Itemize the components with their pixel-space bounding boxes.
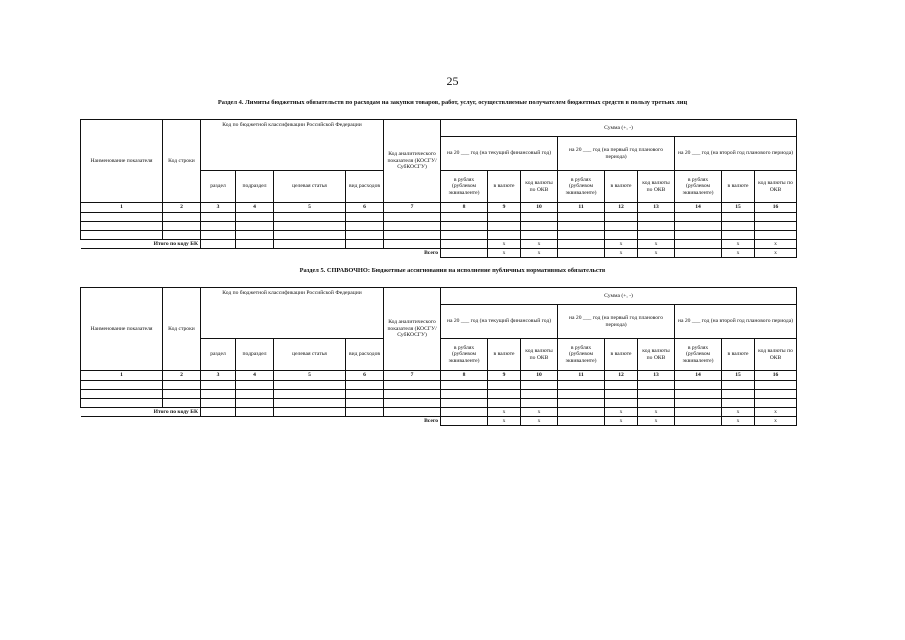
table-cell[interactable] [441, 222, 488, 231]
header-rub: в рублях (рублевом эквиваленте) [441, 339, 488, 371]
table-cell[interactable] [346, 213, 384, 222]
table-cell[interactable] [346, 390, 384, 399]
column-number: 8 [441, 203, 488, 213]
header-currency: в валюте [722, 339, 755, 371]
table-cell[interactable] [441, 240, 488, 249]
header-year-second-plan: на 20 ___ год (на второй год планового периода) [675, 305, 797, 339]
column-number: 9 [488, 203, 521, 213]
table-cell[interactable] [558, 249, 605, 258]
table-cell[interactable] [384, 231, 441, 240]
table-cell[interactable] [201, 381, 236, 390]
table-cell[interactable] [81, 381, 163, 390]
header-name: Наименование показателя [81, 288, 163, 371]
table-cell[interactable] [488, 381, 521, 390]
table-cell[interactable] [236, 390, 274, 399]
table-cell[interactable] [441, 390, 488, 399]
header-okv: код валюты по ОКВ [638, 171, 675, 203]
section-4-title: Раздел 4. Лимиты бюджетных обязательств по расходам на закупки товаров, работ, услуг, осуществляемые получателем бюджетных средств в пользу третьих лиц [217, 99, 688, 106]
header-okv: код валюты по ОКВ [755, 339, 797, 371]
header-expense-type: вид расходов [346, 171, 384, 203]
x-mark: x [605, 408, 638, 417]
header-okv: код валюты по ОКВ [521, 171, 558, 203]
table-cell[interactable] [81, 231, 163, 240]
table-cell[interactable] [675, 213, 722, 222]
table-cell[interactable] [384, 390, 441, 399]
header-sum: Сумма (+, -) [441, 120, 797, 137]
x-mark: x [755, 240, 797, 249]
column-number: 5 [274, 203, 346, 213]
table-row [81, 222, 797, 231]
header-okv: код валюты по ОКВ [755, 171, 797, 203]
header-year-current: на 20 ___ год (на текущий финансовый год) [441, 137, 558, 171]
table-cell[interactable] [675, 399, 722, 408]
table-cell[interactable] [755, 390, 797, 399]
header-expense-type: вид расходов [346, 339, 384, 371]
section-5-table [80, 287, 797, 426]
table-cell[interactable] [488, 213, 521, 222]
table-cell[interactable] [274, 381, 346, 390]
table-cell[interactable] [488, 390, 521, 399]
table-cell[interactable] [163, 222, 201, 231]
table-cell[interactable] [346, 240, 384, 249]
table-cell[interactable] [163, 390, 201, 399]
header-podrazdel: подраздел [236, 339, 274, 371]
table-cell[interactable] [638, 222, 675, 231]
table-cell[interactable] [722, 231, 755, 240]
table-cell[interactable] [755, 381, 797, 390]
table-cell[interactable] [722, 390, 755, 399]
table-cell[interactable] [638, 213, 675, 222]
vsego-label: Всего [81, 417, 441, 426]
page-number: 25 [446, 74, 459, 88]
table-cell[interactable] [163, 213, 201, 222]
table-cell[interactable] [638, 231, 675, 240]
table-cell[interactable] [675, 381, 722, 390]
table-cell[interactable] [346, 399, 384, 408]
header-rub: в рублях (рублевом эквиваленте) [675, 339, 722, 371]
header-rub: в рублях (рублевом эквиваленте) [441, 171, 488, 203]
header-sum: Сумма (+, -) [441, 288, 797, 305]
table-cell[interactable] [236, 213, 274, 222]
table-cell[interactable] [236, 408, 274, 417]
column-number: 11 [558, 203, 605, 213]
table-cell[interactable] [201, 390, 236, 399]
column-number: 14 [675, 203, 722, 213]
x-mark: x [722, 240, 755, 249]
table-cell[interactable] [488, 222, 521, 231]
header-currency: в валюте [488, 339, 521, 371]
x-mark: x [722, 417, 755, 426]
header-name: Наименование показателя [81, 120, 163, 203]
table-cell[interactable] [521, 399, 558, 408]
table-cell[interactable] [521, 231, 558, 240]
table-cell[interactable] [605, 222, 638, 231]
column-number: 3 [201, 203, 236, 213]
header-currency: в валюте [488, 171, 521, 203]
table-cell[interactable] [346, 231, 384, 240]
table-row [81, 213, 797, 222]
column-number: 9 [488, 371, 521, 381]
header-year-first-plan: на 20 ___ год (на первый год планового периода) [558, 305, 675, 339]
column-number: 8 [441, 371, 488, 381]
table-cell[interactable] [274, 240, 346, 249]
x-mark: x [605, 240, 638, 249]
table-cell[interactable] [521, 390, 558, 399]
column-number: 14 [675, 371, 722, 381]
header-razdel: раздел [201, 339, 236, 371]
table-cell[interactable] [441, 399, 488, 408]
table-cell[interactable] [722, 399, 755, 408]
table-cell[interactable] [201, 408, 236, 417]
table-cell[interactable] [236, 240, 274, 249]
x-mark: x [755, 249, 797, 258]
table-cell[interactable] [675, 249, 722, 258]
x-mark: x [521, 417, 558, 426]
x-mark: x [488, 240, 521, 249]
table-cell[interactable] [81, 390, 163, 399]
table-cell[interactable] [441, 417, 488, 426]
header-row-code: Код строки [163, 288, 201, 371]
x-mark: x [755, 408, 797, 417]
table-cell[interactable] [521, 381, 558, 390]
table-cell[interactable] [346, 381, 384, 390]
table-cell[interactable] [201, 222, 236, 231]
column-number: 6 [346, 371, 384, 381]
header-budget-classification: Код по бюджетной классификации Российской Федерации [201, 120, 384, 171]
header-analytic-code: Код аналитического показателя (КОСГУ/ СубКОСГУ) [384, 120, 441, 203]
table-cell[interactable] [558, 390, 605, 399]
table-cell[interactable] [558, 222, 605, 231]
table-cell[interactable] [346, 408, 384, 417]
table-cell[interactable] [675, 417, 722, 426]
header-row-code: Код строки [163, 120, 201, 203]
table-cell[interactable] [488, 231, 521, 240]
column-number: 12 [605, 371, 638, 381]
table-cell[interactable] [236, 231, 274, 240]
column-number: 15 [722, 371, 755, 381]
table-cell[interactable] [488, 399, 521, 408]
table-cell[interactable] [755, 213, 797, 222]
x-mark: x [488, 417, 521, 426]
column-number: 6 [346, 203, 384, 213]
table-cell[interactable] [441, 408, 488, 417]
table-cell[interactable] [384, 399, 441, 408]
table-cell[interactable] [274, 222, 346, 231]
header-analytic-code: Код аналитического показателя (КОСГУ/ СубКОСГУ) [384, 288, 441, 371]
table-cell[interactable] [384, 240, 441, 249]
header-year-current: на 20 ___ год (на текущий финансовый год) [441, 305, 558, 339]
itogo-row [81, 408, 797, 417]
column-number: 13 [638, 203, 675, 213]
header-razdel: раздел [201, 171, 236, 203]
table-cell[interactable] [201, 399, 236, 408]
table-cell[interactable] [81, 222, 163, 231]
table-cell[interactable] [274, 390, 346, 399]
header-podrazdel: подраздел [236, 171, 274, 203]
table-cell[interactable] [521, 222, 558, 231]
header-currency: в валюте [722, 171, 755, 203]
column-number: 10 [521, 203, 558, 213]
table-cell[interactable] [163, 399, 201, 408]
table-cell[interactable] [384, 381, 441, 390]
table-cell[interactable] [638, 390, 675, 399]
table-cell[interactable] [755, 399, 797, 408]
table-cell[interactable] [201, 231, 236, 240]
column-number: 1 [81, 371, 163, 381]
column-number: 1 [81, 203, 163, 213]
table-cell[interactable] [201, 213, 236, 222]
table-cell[interactable] [722, 381, 755, 390]
section-4-table [80, 119, 797, 258]
column-number: 2 [163, 371, 201, 381]
table-cell[interactable] [722, 222, 755, 231]
table-cell[interactable] [236, 222, 274, 231]
table-cell[interactable] [441, 381, 488, 390]
header-currency: в валюте [605, 171, 638, 203]
table-cell[interactable] [638, 399, 675, 408]
table-cell[interactable] [384, 213, 441, 222]
vsego-row [81, 417, 797, 426]
header-target-article: целевая статья [274, 339, 346, 371]
itogo-row [81, 240, 797, 249]
table-cell[interactable] [605, 381, 638, 390]
table-cell[interactable] [675, 240, 722, 249]
x-mark: x [605, 417, 638, 426]
table-cell[interactable] [558, 399, 605, 408]
table-cell[interactable] [81, 213, 163, 222]
x-mark: x [521, 249, 558, 258]
column-number: 11 [558, 371, 605, 381]
vsego-label: Всего [81, 249, 441, 258]
table-cell[interactable] [675, 408, 722, 417]
table-cell[interactable] [236, 381, 274, 390]
table-cell[interactable] [521, 213, 558, 222]
table-cell[interactable] [81, 399, 163, 408]
table-cell[interactable] [605, 399, 638, 408]
table-cell[interactable] [274, 231, 346, 240]
table-cell[interactable] [163, 381, 201, 390]
column-number: 12 [605, 203, 638, 213]
table-cell[interactable] [558, 240, 605, 249]
table-cell[interactable] [722, 213, 755, 222]
table-cell[interactable] [274, 399, 346, 408]
table-row [81, 399, 797, 408]
table-cell[interactable] [346, 222, 384, 231]
x-mark: x [488, 408, 521, 417]
header-okv: код валюты по ОКВ [521, 339, 558, 371]
column-number: 4 [236, 371, 274, 381]
table-cell[interactable] [274, 213, 346, 222]
table-cell[interactable] [605, 390, 638, 399]
header-year-second-plan: на 20 ___ год (на второй год планового периода) [675, 137, 797, 171]
x-mark: x [722, 249, 755, 258]
x-mark: x [488, 249, 521, 258]
table-cell[interactable] [675, 390, 722, 399]
column-number: 3 [201, 371, 236, 381]
itogo-label: Итого по коду БК [81, 408, 201, 417]
header-currency: в валюте [605, 339, 638, 371]
x-mark: x [722, 408, 755, 417]
header-okv: код валюты по ОКВ [638, 339, 675, 371]
table-cell[interactable] [441, 249, 488, 258]
table-row [81, 390, 797, 399]
table-cell[interactable] [558, 408, 605, 417]
column-number: 4 [236, 203, 274, 213]
table-cell[interactable] [558, 213, 605, 222]
table-cell[interactable] [755, 222, 797, 231]
x-mark: x [521, 240, 558, 249]
table-cell[interactable] [384, 222, 441, 231]
itogo-label: Итого по коду БК [81, 240, 201, 249]
x-mark: x [638, 249, 675, 258]
column-number: 16 [755, 371, 797, 381]
table-cell[interactable] [163, 231, 201, 240]
header-rub: в рублях (рублевом эквиваленте) [675, 171, 722, 203]
column-number: 16 [755, 203, 797, 213]
table-cell[interactable] [201, 240, 236, 249]
header-target-article: целевая статья [274, 171, 346, 203]
x-mark: x [638, 408, 675, 417]
column-number: 2 [163, 203, 201, 213]
table-cell[interactable] [638, 381, 675, 390]
column-number: 7 [384, 203, 441, 213]
table-cell[interactable] [675, 231, 722, 240]
table-cell[interactable] [441, 213, 488, 222]
table-cell[interactable] [274, 408, 346, 417]
table-cell[interactable] [236, 399, 274, 408]
header-budget-classification: Код по бюджетной классификации Российской Федерации [201, 288, 384, 339]
table-cell[interactable] [558, 381, 605, 390]
table-cell[interactable] [755, 231, 797, 240]
x-mark: x [638, 417, 675, 426]
column-number: 7 [384, 371, 441, 381]
header-rub: в рублях (рублевом эквиваленте) [558, 171, 605, 203]
table-row [81, 381, 797, 390]
header-rub: в рублях (рублевом эквиваленте) [558, 339, 605, 371]
x-mark: x [605, 249, 638, 258]
column-number: 13 [638, 371, 675, 381]
table-cell[interactable] [605, 231, 638, 240]
header-year-first-plan: на 20 ___ год (на первый год планового периода) [558, 137, 675, 171]
column-number: 5 [274, 371, 346, 381]
x-mark: x [638, 240, 675, 249]
vsego-row [81, 249, 797, 258]
table-cell[interactable] [384, 408, 441, 417]
table-cell[interactable] [558, 417, 605, 426]
table-cell[interactable] [675, 222, 722, 231]
table-cell[interactable] [441, 231, 488, 240]
column-number: 15 [722, 203, 755, 213]
x-mark: x [755, 417, 797, 426]
x-mark: x [521, 408, 558, 417]
table-row [81, 231, 797, 240]
table-cell[interactable] [605, 213, 638, 222]
section-5-title: Раздел 5. СПРАВОЧНО: Бюджетные ассигнования на исполнение публичных нормативных обязательств [299, 267, 606, 274]
table-cell[interactable] [558, 231, 605, 240]
column-number: 10 [521, 371, 558, 381]
